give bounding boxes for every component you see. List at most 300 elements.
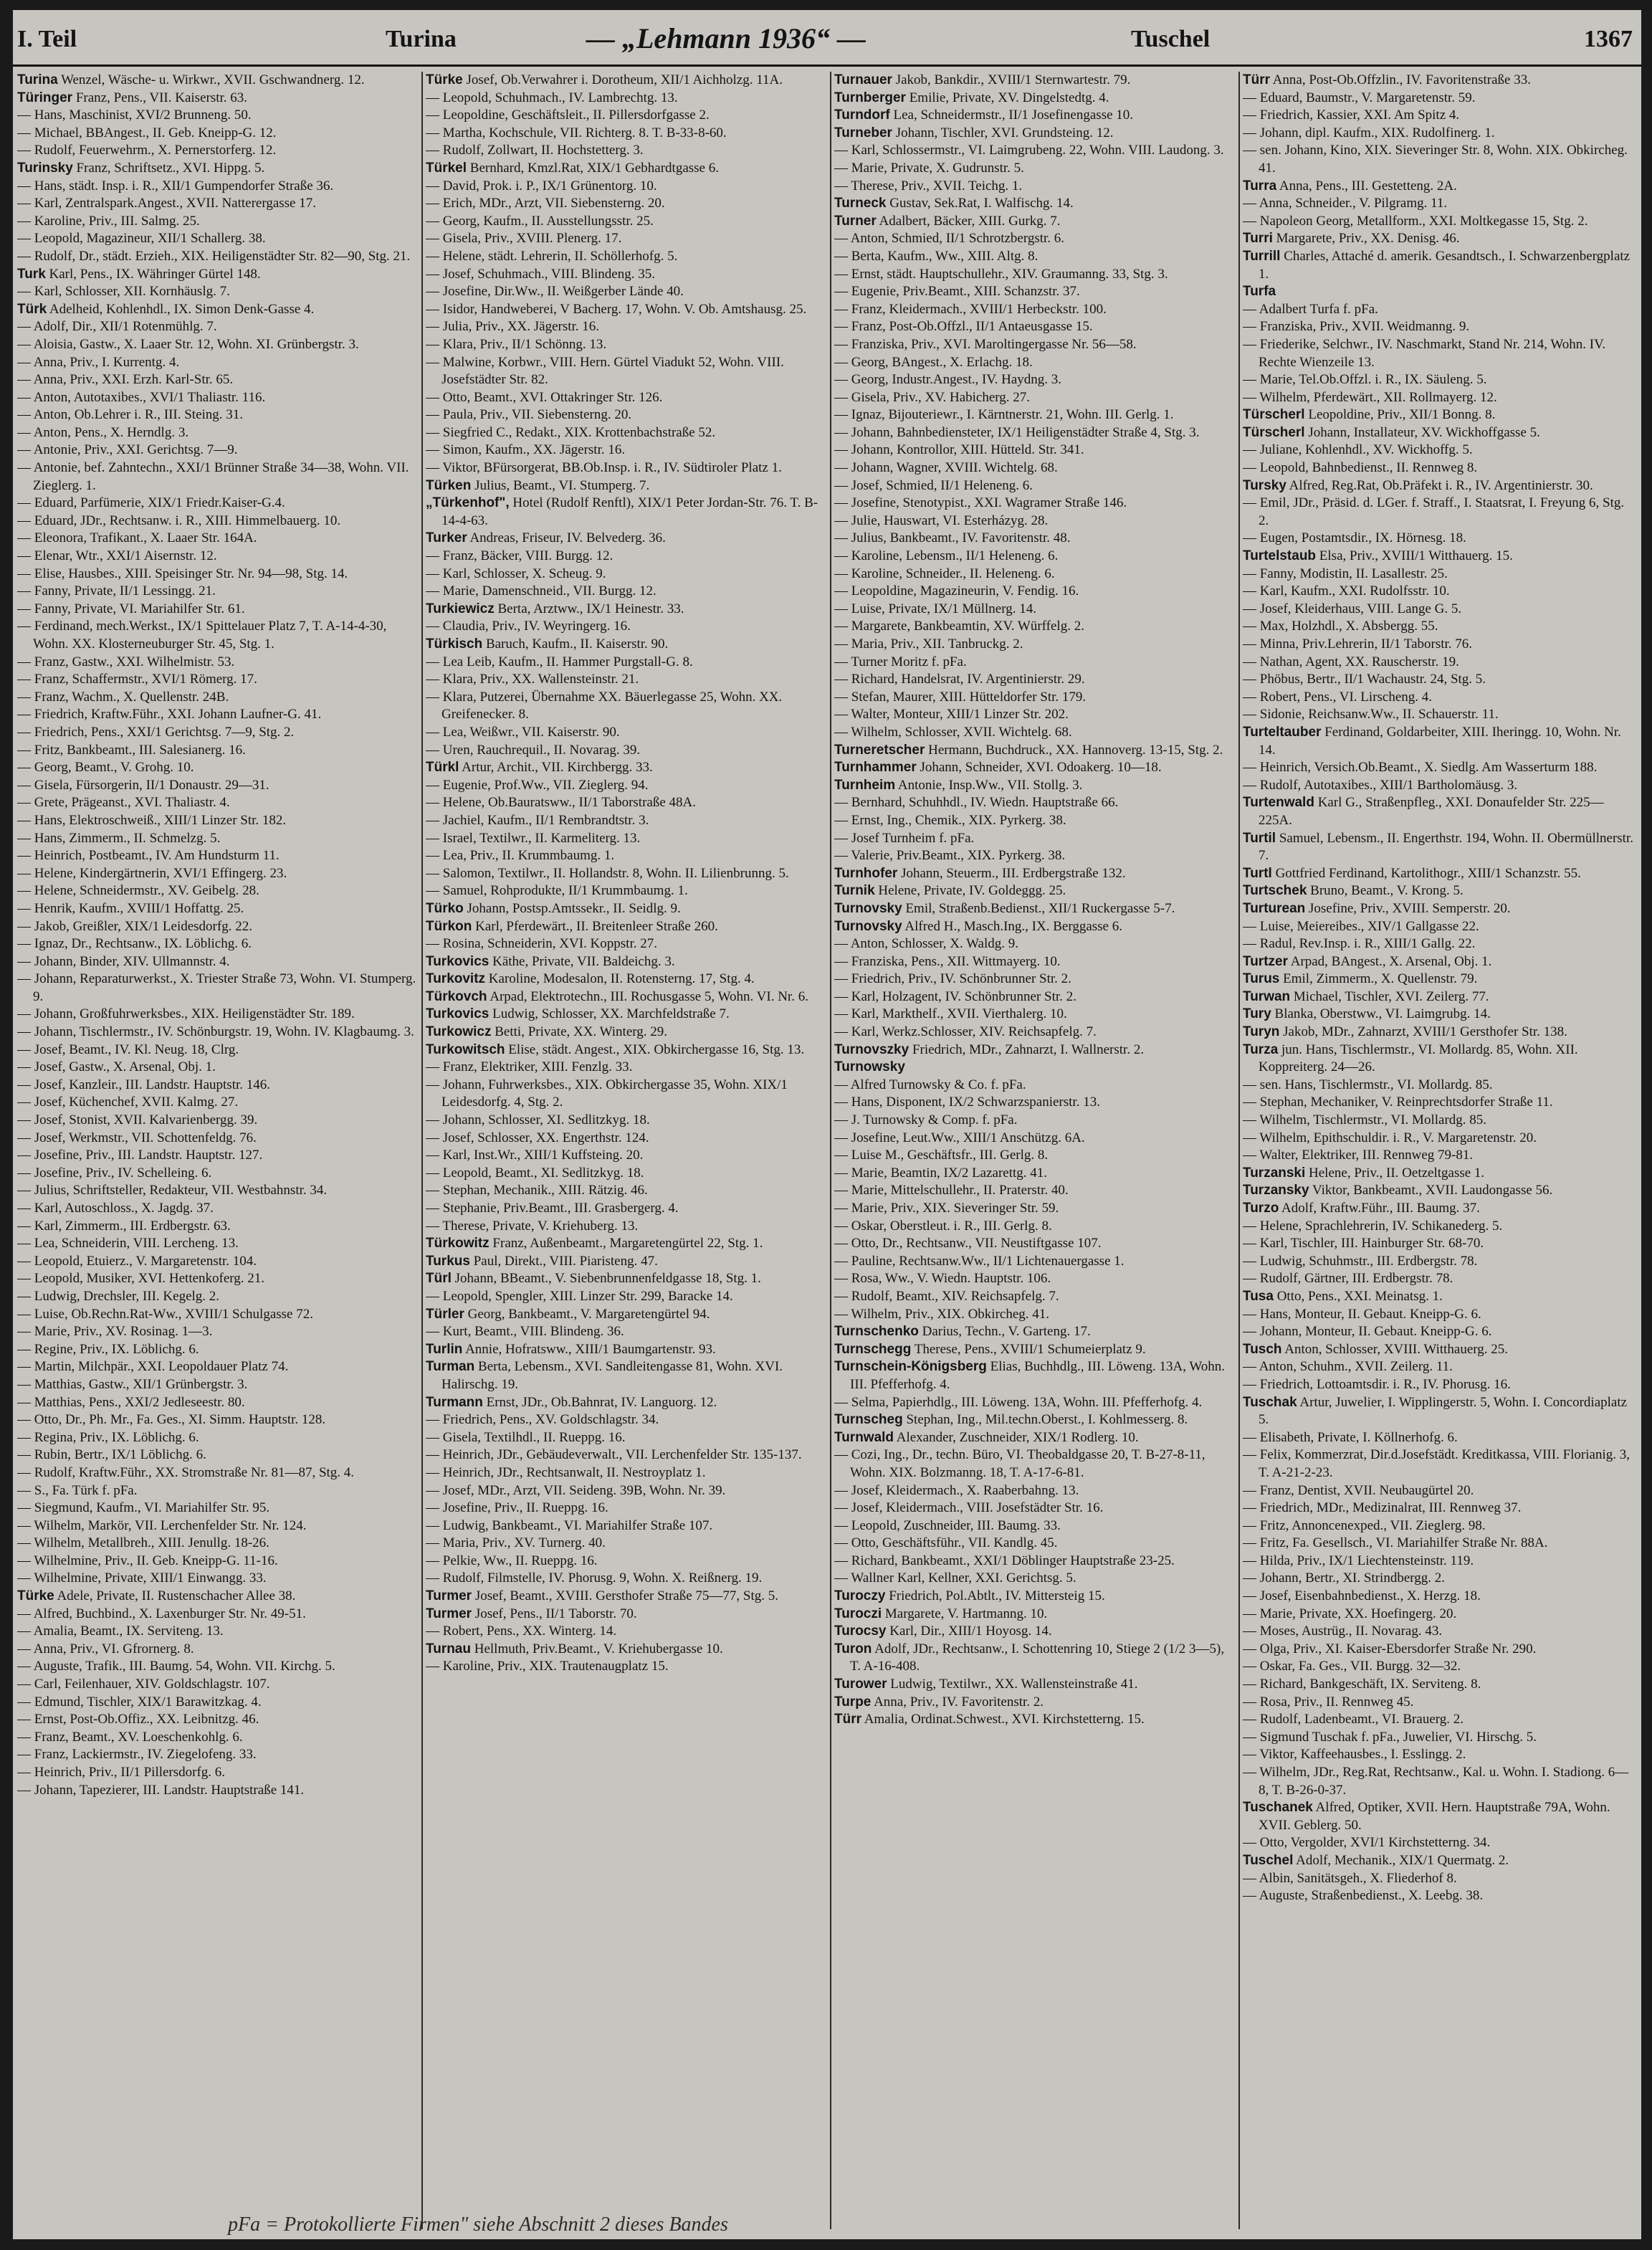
entry-details: — Helene, Ob.Bauratsww., II/1 Taborstraße 48A. [426,795,696,811]
directory-entry [1243,759,1637,777]
entry-details: — Radul, Rev.Insp. i. R., XIII/1 Gallg. 22. [1243,936,1476,952]
entry-surname: Turnauer [834,72,892,87]
entry-surname: Turtelstaub [1243,548,1317,564]
directory-entry [1243,1130,1637,1148]
entry-details: Lea, Schneidermstr., II/1 Josefinengasse 10. [893,108,1134,123]
directory-entry [1243,1500,1637,1517]
entry-details: — Hans, Monteur, II. Gebaut. Kneipp-G. 6. [1243,1306,1481,1322]
directory-entry [834,671,1237,689]
directory-entry [1243,1376,1637,1394]
entry-details: — Cozi, Ing., Dr., techn. Büro, VI. Theobaldgasse 20, T. B-27-8-11, Wohn. XIX. Bolzmanng. 18, T. A-17-6-81. [834,1447,1205,1480]
entry-details: — Fanny, Private, II/1 Lessingg. 21. [17,583,216,599]
directory-entry [426,142,829,160]
directory-entry [834,213,1237,231]
entry-details: — Stephan, Mechanik., XIII. Rätzig. 46. [426,1183,648,1198]
directory-entry [426,1464,829,1482]
directory-entry [1243,1711,1637,1729]
entry-details: — Karoline, Lebensm., II/1 Heleneng. 6. [834,548,1059,564]
entry-details: — Franz, Gastw., XXI. Wilhelmistr. 53. [17,654,235,669]
directory-entry [834,1006,1237,1024]
directory-entry [17,107,420,125]
directory-entry [426,301,829,319]
entry-surname: Türinger [17,90,73,105]
directory-entry [17,354,420,372]
directory-entry [1243,477,1637,495]
entry-surname: Tusch [1243,1341,1282,1357]
entry-details: — Leopold, Etuierz., V. Margaretenstr. 104. [17,1253,257,1269]
entry-details: — Franziska, Priv., XVI. Maroltingergasse Nr. 56—58. [834,336,1137,352]
entry-surname: Turzansky [1243,1183,1309,1198]
entry-details: — Siegmund, Kaufm., VI. Mariahilfer Str. 95. [17,1500,270,1516]
directory-entry [1243,1235,1637,1253]
entry-details: — Rosa, Priv., II. Rennweg 45. [1243,1694,1414,1710]
entry-details: — Wilhelm, Markör, VII. Lerchenfelder Str. Nr. 124. [17,1517,307,1533]
entry-details: Bernhard, Kmzl.Rat, XIX/1 Gebhardtgasse 6. [469,160,719,176]
entry-details: — Eduard, JDr., Rechtsanw. i. R., XIII. Himmelbauerg. 10. [17,513,341,528]
directory-entry [426,1341,829,1359]
directory-entry [1243,548,1637,566]
entry-details: — Franz, Kleidermach., XVIII/1 Herbeckstr. 100. [834,301,1107,317]
entry-details: — Karl, Tischler, III. Hainburger Str. 68-70. [1243,1236,1484,1252]
directory-entry [17,1147,420,1165]
directory-entry [426,1218,829,1236]
directory-entry [1243,1358,1637,1376]
entry-details: — Fritz, Bankbeamt., III. Salesianerg. 16. [17,742,246,758]
directory-entry [1243,1517,1637,1535]
entry-details: — Jachiel, Kaufm., II/1 Rembrandtstr. 3. [426,812,649,828]
entry-details: — Antonie, bef. Zahntechn., XXI/1 Brünner Straße 34—38, Wohn. VII. Zieglerg. 1. [17,460,409,493]
directory-entry [426,1623,829,1641]
directory-entry [1243,1482,1637,1500]
directory-entry [17,548,420,566]
directory-entry [426,865,829,883]
directory-entry [834,354,1237,372]
entry-details: — Rubin, Bertr., IX/1 Löblichg. 6. [17,1447,206,1463]
directory-entry [426,424,829,442]
directory-entry [1243,1253,1637,1271]
directory-entry [426,548,829,566]
entry-details: — Luise, Ob.Rechn.Rat-Ww., XVIII/1 Schulgasse 72. [17,1306,313,1322]
entry-surname: Turnschegg [834,1341,912,1357]
directory-entry [17,1482,420,1500]
directory-entry [17,1606,420,1624]
directory-entry [1243,971,1637,988]
directory-entry [834,459,1237,477]
directory-entry [17,777,420,795]
entry-details: — Ernst, Post-Ob.Offiz., XX. Leibnitzg. 46. [17,1712,259,1727]
entry-surname: Türkel [426,160,467,176]
directory-entry [1243,1729,1637,1747]
entry-details: — Anton, Autotaxibes., XVI/1 Thaliastr. 116. [17,389,266,405]
entry-details: — Helene, Schneidermstr., XV. Geibelg. 28. [17,883,259,899]
entry-details: — Anna, Schneider., V. Pilgramg. 11. [1243,196,1448,211]
entry-details: — Karl, Autoschloss., X. Jagdg. 37. [17,1201,214,1216]
entry-details: — Rudolf, Dr., städt. Erzieh., XIX. Heiligenstädter Str. 82—90, Stg. 21. [17,248,411,264]
entry-details: — Rudolf, Feuerwehrm., X. Pernerstorferg. 12. [17,143,277,158]
directory-entry [17,1253,420,1271]
directory-entry [1243,1764,1637,1799]
directory-entry [1243,1570,1637,1588]
entry-details: — Friederike, Selchwr., IV. Naschmarkt, Stand Nr. 214, Wohn. IV. Rechte Wienzeile 13. [1243,336,1606,370]
directory-entry [1243,1606,1637,1624]
entry-details: Adolf, Mechanik., XIX/1 Quermatg. 2. [1296,1852,1509,1868]
entry-surname: Turnschein-Königsberg [834,1359,987,1375]
directory-entry [834,1024,1237,1041]
directory-entry [426,1288,829,1306]
entry-details: Josef, Pens., II/1 Taborstr. 70. [474,1606,637,1621]
directory-entry [834,1606,1237,1624]
directory-entry [834,1711,1237,1729]
entry-details: — Johann, Bertr., XI. Strindbergg. 2. [1243,1570,1445,1586]
entry-details: — Josefine, Stenotypist., XXI. Wagramer Straße 146. [834,495,1127,511]
directory-entry [1243,90,1637,108]
entry-surname: Turner [834,213,877,229]
directory-entry [834,724,1237,742]
directory-entry [1243,1446,1637,1482]
entry-details: — Josefine, Priv., IV. Schelleing. 6. [17,1165,212,1181]
entry-details: — Carl, Feilenhauer, XIV. Goldschlagstr. 107. [17,1677,270,1692]
page-header [13,10,1641,66]
entry-details: — Rudolf, Zollwart, II. Hochstetterg. 3. [426,143,644,158]
directory-entry [426,777,829,795]
entry-details: — Johann, Monteur, II. Gebaut. Kneipp-G. 6. [1243,1324,1492,1340]
entry-details: Elise, städt. Angest., XIX. Obkirchergasse 16, Stg. 13. [508,1041,805,1057]
directory-entry [17,1676,420,1694]
entry-details: — Johann, dipl. Kaufm., XIX. Rudolfinerg. 1. [1243,125,1495,140]
entry-details: — Franz, Dentist, XVII. Neubaugürtel 20. [1243,1482,1474,1498]
entry-details: — Leopoldine, Magazineurin, V. Fendig. 16. [834,583,1079,599]
entry-surname: Turkiewicz [426,601,495,616]
entry-surname: Turfa [1243,284,1276,300]
directory-entry [1243,618,1637,636]
entry-details: — Heinrich, Versich.Ob.Beamt., X. Siedlg. Am Wasserturm 188. [1243,760,1598,776]
entry-details: — Otto, Beamt., XVI. Ottakringer Str. 126. [426,389,663,405]
directory-entry [17,90,420,108]
entry-details: Berta, Lebensm., XVI. Sandleitengasse 81, Wohn. XVI. Halirschg. 19. [441,1359,783,1392]
directory-entry [834,406,1237,424]
entry-details: — Karl, Markthelf., XVII. Vierthalerg. 10. [834,1006,1067,1022]
entry-details: — Viktor, BFürsorgerat, BB.Ob.Insp. i. R., IV. Südtiroler Platz 1. [426,460,782,476]
entry-details: — Karl, Zimmerm., III. Erdbergstr. 63. [17,1218,231,1234]
entry-surname: Turtil [1243,830,1276,846]
directory-entry [17,900,420,918]
entry-details: Anna, Post-Ob.Offzlin., IV. Favoritenstraße 33. [1272,72,1531,87]
directory-entry [17,1059,420,1077]
entry-details: — Israel, Textilwr., II. Karmeliterg. 13. [426,830,641,846]
entry-details: Franz, Außenbeamt., Margaretengürtel 22, Stg. 1. [492,1236,763,1252]
entry-details: Hellmuth, Priv.Beamt., V. Kriehubergasse 10. [474,1641,723,1656]
directory-entry [426,1482,829,1500]
directory-entry [834,1446,1237,1482]
entry-details: — Napoleon Georg, Metallform., XXI. Moltkegasse 15, Stg. 2. [1243,213,1588,229]
entry-surname: Turza [1243,1041,1279,1057]
directory-entry [426,178,829,196]
entry-details: Johann, Installateur, XV. Wickhoffgasse 5. [1308,424,1540,440]
column-1 [17,72,420,2229]
entry-surname: Türscherl [1243,407,1305,423]
entry-details: — Rudolf, Gärtner, III. Erdbergstr. 78. [1243,1271,1453,1287]
entry-details: — Klara, Priv., II/1 Schönng. 13. [426,336,607,352]
directory-entry [834,1077,1237,1095]
directory-entry [17,601,420,619]
entry-details: — Josef, Gastw., X. Arsenal, Obj. 1. [17,1059,216,1075]
entry-details: — Paula, Priv., VII. Siebensterng. 20. [426,407,632,423]
directory-entry [834,1041,1237,1059]
directory-columns [13,72,1641,2229]
directory-entry [834,601,1237,619]
entry-details: — Josef, Kleiderhaus, VIII. Lange G. 5. [1243,601,1462,616]
directory-entry [17,1235,420,1253]
entry-details: — Johann, Kontrollor, XIII. Hütteld. Str. 341. [834,442,1084,458]
directory-entry [17,1553,420,1570]
entry-details: — Johann, Schlosser, XI. Sedlitzkyg. 18. [426,1112,650,1128]
entry-details: — Eugenie, Prof.Ww., VII. Zieglerg. 94. [426,777,649,793]
entry-details: — Rudolf, Autotaxibes., XIII/1 Bartholomäusg. 3. [1243,777,1518,793]
entry-details: — Karl, Schlosser, X. Scheug. 9. [426,566,606,581]
entry-details: — Wilhelm, Schlosser, XVII. Wichtelg. 68. [834,724,1072,740]
directory-entry [834,988,1237,1006]
directory-entry [17,882,420,900]
directory-entry [426,1517,829,1535]
directory-entry [834,1094,1237,1112]
directory-entry [834,318,1237,336]
entry-details: — Eugenie, Priv.Beamt., XIII. Schanzstr. 37. [834,284,1080,300]
entry-details: Josef, Ob.Verwahrer i. Dorotheum, XII/1 Aichholzg. 11A. [466,72,783,87]
entry-details: Arpad, Elektrotechn., III. Rochusgasse 5, Wohn. VI. Nr. 6. [490,988,808,1004]
entry-details: — Olga, Priv., XI. Kaiser-Ebersdorfer Straße Nr. 290. [1243,1641,1537,1656]
entry-surname: Turmer [426,1588,472,1604]
entry-details: Emil, Zimmerm., X. Quellenstr. 79. [1283,971,1478,987]
entry-details: Elsa, Priv., XVIII/1 Witthauerg. 15. [1319,548,1513,564]
entry-details: — Regine, Priv., IX. Löblichg. 6. [17,1341,199,1357]
entry-details: — Karoline, Schneider., II. Heleneng. 6. [834,566,1055,581]
page-footer: pFa = Protokollierte Firmen" siehe Abschnitt 2 dieses Bandes [228,2213,728,2236]
column-divider [830,72,831,2229]
entry-surname: Turzo [1243,1201,1279,1216]
directory-entry [834,1641,1237,1676]
entry-details: — Sidonie, Reichsanw.Ww., II. Schauerstr. 11. [1243,707,1499,723]
directory-entry [17,72,420,90]
directory-entry [834,1623,1237,1641]
entry-details: Otto, Pens., XXI. Meinatsg. 1. [1276,1288,1443,1304]
entry-details: — Franz, Bäcker, VIII. Burgg. 12. [426,548,613,564]
entry-details: Josef, Beamt., XVIII. Gersthofer Straße 75—77, Stg. 5. [474,1588,779,1604]
directory-entry [1243,601,1637,619]
entry-details: — Friedrich, Kassier, XXI. Am Spitz 4. [1243,108,1460,123]
entry-details: — Marie, Private, X. Gudrunstr. 5. [834,160,1024,176]
directory-entry [17,1535,420,1553]
entry-surname: Turneber [834,125,892,140]
directory-entry [834,830,1237,848]
directory-entry [17,1746,420,1764]
entry-surname: Türkl [426,760,459,776]
entry-surname: Turnhofer [834,865,898,881]
directory-entry [1243,178,1637,196]
directory-entry [1243,636,1637,654]
entry-surname: Turkovics [426,953,490,969]
directory-entry [1243,777,1637,795]
directory-entry [426,1253,829,1271]
entry-details: — Georg, BAngest., X. Erlachg. 18. [834,354,1033,370]
entry-details: — Julie, Hauswart, VI. Esterházyg. 28. [834,513,1049,528]
directory-entry [17,971,420,1006]
entry-details: Adolf, JDr., Rechtsanw., I. Schottenring 10, Stiege 2 (1/2 3—5), T. A-16-408. [850,1641,1225,1674]
directory-entry [834,160,1237,178]
entry-details: — Ignaz, Dr., Rechtsanw., IX. Löblichg. 6. [17,936,252,952]
entry-details: Gottfried Ferdinand, Kartolithogr., XIII/1 Schanzstr. 55. [1275,865,1581,881]
entry-details: — Matthias, Pens., XXI/2 Jedleseestr. 80. [17,1394,245,1410]
entry-details: — Therese, Private, V. Kriehuberg. 13. [426,1218,639,1234]
entry-details: — Otto, Dr., Ph. Mr., Fa. Ges., XI. Simm. Hauptstr. 128. [17,1412,326,1428]
directory-entry [1243,1658,1637,1676]
entry-details: — Otto, Geschäftsführ., VII. Kandlg. 45. [834,1535,1058,1551]
directory-entry [834,1306,1237,1324]
directory-entry [17,459,420,495]
directory-entry [834,477,1237,495]
entry-surname: Turneretscher [834,742,925,758]
entry-details: Ernst, JDr., Ob.Bahnrat, IV. Languorg. 12. [486,1394,717,1410]
directory-entry [1243,1588,1637,1606]
directory-entry [834,1200,1237,1218]
entry-details: — Friedrich, Priv., IV. Schönbrunner Str. 2. [834,971,1071,987]
directory-entry [1243,1834,1637,1852]
entry-details: — Anton, Schuhm., XVII. Zeilerg. 11. [1243,1359,1453,1375]
directory-entry [1243,495,1637,530]
entry-details: — Josef, Stonist, XVII. Kalvarienbergg. 39. [17,1112,258,1128]
entry-details: Michael, Tischler, XVI. Zeilerg. 77. [1293,988,1489,1004]
directory-entry [426,636,829,654]
entry-surname: Turzanski [1243,1165,1306,1181]
directory-entry [834,1429,1237,1447]
entry-details: — Eduard, Baumstr., V. Margaretenstr. 59. [1243,90,1476,105]
entry-details: — Uren, Rauchrequil., II. Novarag. 39. [426,742,641,758]
entry-details: — Maria, Priv., XV. Turnerg. 40. [426,1535,606,1551]
directory-entry [1243,336,1637,371]
directory-entry [426,566,829,583]
directory-entry [17,266,420,284]
entry-details: — Berta, Kaufm., Ww., XIII. Altg. 8. [834,248,1039,264]
directory-entry [17,847,420,865]
directory-entry [1243,900,1637,918]
entry-details: Käthe, Private, VII. Baldeichg. 3. [492,953,675,969]
directory-entry [426,336,829,354]
directory-entry [1243,1887,1637,1905]
directory-entry [1243,230,1637,248]
entry-details: — Lea, Weißwr., VII. Kaiserstr. 90. [426,724,620,740]
entry-surname: Türscherl [1243,424,1305,440]
directory-entry [1243,1429,1637,1447]
directory-entry [426,318,829,336]
entry-details: jun. Hans, Tischlermstr., VI. Mollardg. 85, Wohn. XII. Koppreiterg. 24—26. [1259,1041,1578,1075]
entry-details: — Josef, Küchenchef, XVII. Kalmg. 27. [17,1095,239,1110]
entry-surname: Türler [426,1306,464,1322]
directory-entry [1243,1535,1637,1553]
directory-entry [1243,213,1637,231]
directory-entry [17,513,420,530]
entry-details: — Heinrich, Priv., II/1 Pillersdorfg. 6. [17,1765,226,1780]
directory-entry [17,1041,420,1059]
directory-entry [426,72,829,90]
entry-details: — Luise M., Geschäftsfr., III. Gerlg. 8. [834,1148,1049,1163]
entry-details: — Josef, Werkmstr., VII. Schottenfeldg. 76. [17,1130,257,1145]
entry-details: Antonie, Insp.Ww., VII. Stollg. 3. [897,777,1083,793]
entry-details: — Friedrich, MDr., Medizinalrat, III. Rennweg 37. [1243,1500,1522,1516]
entry-details: — Therese, Priv., XVII. Teichg. 1. [834,178,1023,194]
entry-surname: Turocsy [834,1624,887,1639]
entry-details: Georg, Bankbeamt., V. Margaretengürtel 94. [467,1306,710,1322]
directory-entry [1243,1641,1637,1659]
entry-details: — Friedrich, Pens., XV. Goldschlagstr. 34. [426,1412,659,1428]
directory-entry [17,583,420,601]
entry-details: — Richard, Handelsrat, IV. Argentinierstr. 29. [834,672,1085,687]
directory-entry [1243,1323,1637,1341]
entry-details: — Franz, Elektriker, XIII. Fenzlg. 33. [426,1059,633,1075]
directory-entry [17,1094,420,1112]
directory-entry [834,953,1237,971]
directory-entry [834,442,1237,459]
entry-details: — Lea, Schneiderin, VIII. Lercheng. 13. [17,1236,239,1252]
directory-entry [1243,724,1637,759]
entry-details: — Leopold, Magazineur, XII/1 Schallerg. 38. [17,231,266,247]
entry-details: — Stephan, Mechaniker, V. Reinprechtsdorfer Straße 11. [1243,1095,1553,1110]
entry-surname: Turk [17,266,46,282]
entry-details: — Isidor, Handweberei, V Bacherg. 17, Wohn. V. Ob. Amtshausg. 25. [426,301,807,317]
entry-surname: Türkovch [426,988,487,1004]
directory-entry [834,812,1237,830]
entry-details: — Valerie, Priv.Beamt., XIX. Pyrkerg. 38. [834,848,1066,864]
entry-surname: Turra [1243,178,1277,194]
entry-details: Annie, Hofratsww., XIII/1 Baumgartenstr. 93. [465,1341,716,1357]
entry-details: — Michael, BBAngest., II. Geb. Kneipp-G. 12. [17,125,277,140]
directory-entry [17,689,420,707]
entry-details: — Johann, Tapezierer, III. Landstr. Hauptstraße 141. [17,1782,305,1798]
publication-title: — „Lehmann 1936“ — [586,22,866,54]
entry-details: — Josef, Kanzleir., III. Landstr. Hauptstr. 146. [17,1077,271,1092]
entry-surname: Turwan [1243,988,1291,1004]
entry-details: — J. Turnowsky & Comp. f. pFa. [834,1112,1018,1128]
entry-surname: Turkowicz [426,1024,492,1040]
entry-details: — Leopold, Musiker, XVI. Hettenkoferg. 21. [17,1271,265,1287]
entry-details: Alfred, Optiker, XVII. Hern. Hauptstraße 79A, Wohn. XVII. Geblerg. 50. [1259,1800,1610,1833]
directory-entry [834,689,1237,707]
entry-details: — Ludwig, Drechsler, III. Kegelg. 2. [17,1288,220,1304]
directory-entry [426,882,829,900]
entry-details: — Marie, Private, XX. Hoefingerg. 20. [1243,1606,1457,1621]
directory-entry [17,1464,420,1482]
directory-entry [426,1658,829,1676]
directory-entry [1243,389,1637,407]
directory-entry [1243,195,1637,213]
entry-details: — Klara, Putzerei, Übernahme XX. Bäuerlegasse 25, Wohn. XX. Greifenecker. 8. [426,689,783,723]
entry-details: — Martha, Kochschule, VII. Richterg. 8. T. B-33-8-60. [426,125,727,140]
entry-details: — David, Prok. i. P., IX/1 Grünentorg. 10. [426,178,657,194]
directory-entry [426,1641,829,1659]
entry-surname: Turri [1243,231,1273,247]
directory-entry [1243,689,1637,707]
entry-details: — Julius, Schriftsteller, Redakteur, VII. Westbahnstr. 34. [17,1183,328,1198]
directory-entry [17,283,420,301]
directory-entry [834,1147,1237,1165]
entry-surname: Türke [426,72,463,87]
entry-surname: Türkisch [426,637,483,652]
entry-details: — Simon, Kaufm., XX. Jägerstr. 16. [426,442,626,458]
directory-entry [17,1694,420,1712]
directory-entry [426,1606,829,1624]
directory-entry [1243,1799,1637,1834]
directory-entry [426,459,829,477]
entry-details: — Josef, Kleidermach., VIII. Josefstädter Str. 16. [834,1500,1104,1516]
directory-entry [17,1500,420,1517]
